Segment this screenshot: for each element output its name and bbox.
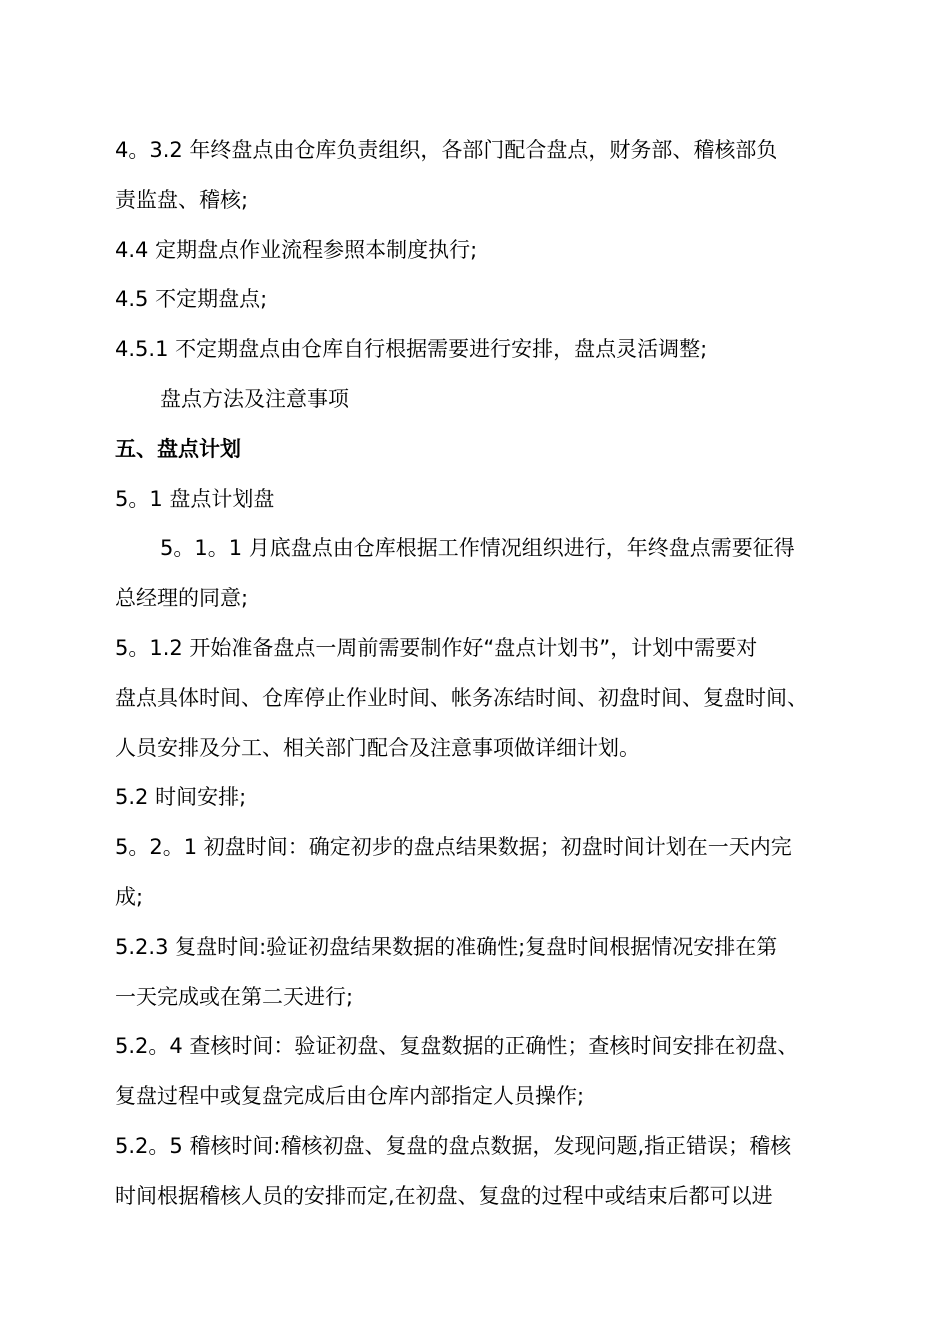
text-line: 复盘过程中或复盘完成后由仓库内部指定人员操作; — [115, 1084, 585, 1109]
text-line: 4.4 定期盘点作业流程参照本制度执行; — [115, 237, 478, 262]
text-line: 盘点方法及注意事项 — [160, 386, 349, 411]
text-line: 5.2 时间安排; — [115, 785, 247, 810]
text-line: 5.2.3 复盘时间:验证初盘结果数据的准确性;复盘时间根据情况安排在第 — [115, 934, 778, 959]
text-line: 4.5 不定期盘点; — [115, 287, 268, 312]
text-line: 5。1。1 月底盘点由仓库根据工作情况组织进行，年终盘点需要征得 — [160, 536, 795, 561]
text-line: 时间根据稽核人员的安排而定,在初盘、复盘的过程中或结束后都可以进 — [115, 1183, 773, 1208]
text-line: 5。1.2 开始准备盘点一周前需要制作好“盘点计划书”，计划中需要对 — [115, 635, 758, 660]
text-line: 5.2。5 稽核时间:稽核初盘、复盘的盘点数据，发现问题,指正错误；稽核 — [115, 1133, 792, 1158]
document-page — [115, 126, 850, 1222]
text-line: 总经理的同意; — [115, 586, 249, 611]
text-line: 5。1 盘点计划盘 — [115, 486, 275, 511]
text-line: 5.2。4 查核时间：验证初盘、复盘数据的正确性；查核时间安排在初盘、 — [115, 1034, 799, 1059]
section-heading: 五、盘点计划 — [115, 436, 241, 461]
text-line: 一天完成或在第二天进行; — [115, 984, 354, 1009]
text-line: 人员安排及分工、相关部门配合及注意事项做详细计划。 — [115, 735, 640, 760]
text-line: 4。3.2 年终盘点由仓库负责组织，各部门配合盘点，财务部、稽核部负 — [115, 138, 778, 162]
text-line: 4.5.1 不定期盘点由仓库自行根据需要进行安排，盘点灵活调整; — [115, 337, 708, 362]
text-line: 5。2。1 初盘时间：确定初步的盘点结果数据；初盘时间计划在一天内完 — [115, 835, 792, 860]
text-line: 责监盘、稽核; — [115, 187, 249, 212]
text-line: 成; — [115, 884, 144, 909]
text-line: 盘点具体时间、仓库停止作业时间、帐务冻结时间、初盘时间、复盘时间、 — [115, 685, 808, 710]
